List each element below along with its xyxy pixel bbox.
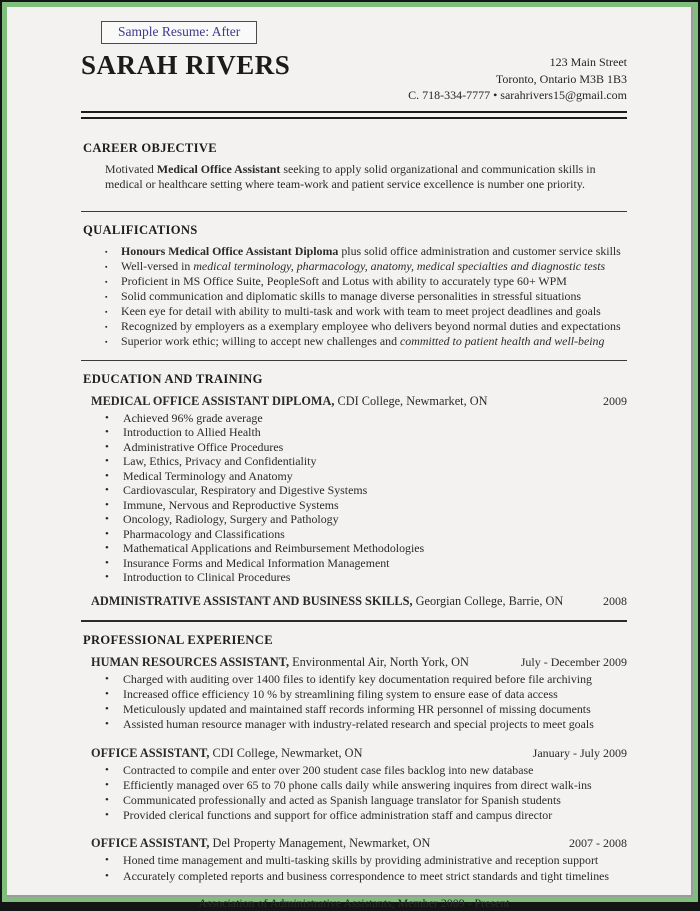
bullet-text: Law, Ethics, Privacy and Confidentiality xyxy=(123,454,317,469)
bullet-text: Provided clerical functions and support for office administration staff and campus director xyxy=(123,808,553,823)
entry-title: OFFICE ASSISTANT, xyxy=(91,836,210,851)
bullet-list xyxy=(91,672,627,733)
bullet-item xyxy=(81,259,627,274)
bullet-item xyxy=(91,853,627,868)
entry-date: 2007 - 2008 xyxy=(569,836,627,851)
bullet-item xyxy=(91,808,627,823)
bullet-text xyxy=(121,259,605,273)
bullet-item xyxy=(91,512,627,527)
bullet-icon: • xyxy=(105,718,109,731)
contact-phone-email: C. 718-334-7777 • sarahrivers15@gmail.com xyxy=(408,88,627,102)
bullet-item xyxy=(91,763,627,778)
bullet-item xyxy=(91,440,627,455)
entry-subtitle: Del Property Management, Newmarket, ON xyxy=(209,836,431,851)
bullet-item xyxy=(91,527,627,542)
bullet-text xyxy=(121,289,581,303)
text-segment: Solid communication and diplomatic skills to manage diverse personalities in stressful situations xyxy=(121,288,582,303)
text-segment: Superior work ethic; willing to accept new challenges and xyxy=(121,333,401,348)
bullet-item xyxy=(91,778,627,793)
bullet-icon: • xyxy=(105,571,109,584)
header xyxy=(81,44,627,104)
bullet-item xyxy=(91,556,627,571)
entry-education-1 xyxy=(91,593,627,609)
entry-date: July - December 2009 xyxy=(520,654,627,669)
section-education xyxy=(81,360,627,609)
text-segment: Motivated xyxy=(105,161,157,176)
text-segment: seeking to apply solid organizational and communication skills in medical or healthcare setting where team-work and patient service excellence is number one priority. xyxy=(105,161,596,192)
entry-experience-2 xyxy=(91,835,627,883)
entry-title: HUMAN RESOURCES ASSISTANT, xyxy=(91,654,290,669)
bullet-icon: ▪ xyxy=(105,307,108,316)
bullet-icon: • xyxy=(105,778,109,791)
text-segment: Well-versed in xyxy=(121,258,194,273)
bullet-icon: • xyxy=(105,527,109,540)
bullet-text: Insurance Forms and Medical Information Management xyxy=(123,555,390,570)
bullet-item xyxy=(81,244,627,259)
bullet-text: Accurately completed reports and business correspondence to meet strict standards and tight timelines xyxy=(123,868,610,883)
bullet-item xyxy=(91,702,627,717)
text-segment: Recognized by employers as a exemplary employee who delivers beyond normal duties and expectations xyxy=(121,318,621,333)
resume-sections xyxy=(81,130,627,884)
section-objective xyxy=(81,130,627,193)
bullet-icon: • xyxy=(105,498,109,511)
bullet-list xyxy=(91,763,627,824)
entry-header xyxy=(91,654,627,670)
bullet-text: Mathematical Applications and Reimbursement Methodologies xyxy=(123,541,425,556)
bullet-icon: • xyxy=(105,411,109,424)
entry-education-0 xyxy=(91,393,627,585)
resume-page xyxy=(7,7,693,910)
bullet-icon: ▪ xyxy=(105,292,108,301)
bullet-item xyxy=(91,411,627,426)
section-heading-qualifications: QUALIFICATIONS xyxy=(83,222,198,237)
section-heading-objective: CAREER OBJECTIVE xyxy=(83,140,217,155)
candidate-name: SARAH RIVERS xyxy=(81,50,291,80)
bullet-icon: • xyxy=(105,809,109,822)
bullet-text: Meticulously updated and maintained staff records informing HR personnel of missing documents xyxy=(123,702,591,717)
bullet-text xyxy=(121,334,604,348)
text-segment: Proficient in MS Office Suite, PeopleSoft and Lotus with ability to accurately type 60+ WPM xyxy=(121,273,567,288)
bullet-text: Medical Terminology and Anatomy xyxy=(123,468,293,483)
bullet-item xyxy=(91,454,627,469)
section-experience xyxy=(81,620,627,884)
bullet-item xyxy=(91,498,627,513)
bullet-icon: • xyxy=(105,672,109,685)
bullet-text xyxy=(121,304,601,318)
entry-subtitle: CDI College, Newmarket, ON xyxy=(334,393,488,408)
bullet-icon: • xyxy=(105,455,109,468)
bullet-text: Immune, Nervous and Reproductive Systems xyxy=(123,497,339,512)
bullet-item xyxy=(81,334,627,349)
bullet-item xyxy=(81,289,627,304)
section-qualifications xyxy=(81,211,627,349)
text-segment: medical terminology, pharmacology, anatomy, medical specialties and diagnostic tests xyxy=(193,258,606,273)
bullet-item xyxy=(91,469,627,484)
bullet-text: Pharmacology and Classifications xyxy=(123,526,285,541)
entry-date: 2008 xyxy=(603,593,627,608)
bullet-item xyxy=(91,869,627,884)
entry-header xyxy=(91,393,627,409)
objective-paragraph xyxy=(105,162,623,193)
bullet-icon: • xyxy=(105,854,109,867)
bullet-icon: • xyxy=(105,542,109,555)
bullet-icon: • xyxy=(105,793,109,806)
bullet-text xyxy=(121,244,621,258)
bullet-text: Honed time management and multi-tasking skills by providing administrative and reception support xyxy=(123,853,599,868)
contact-city: Toronto, Ontario M3B 1B3 xyxy=(495,71,627,86)
bullet-text: Efficiently managed over 65 to 70 phone calls daily while answering inquires from direct walk-ins xyxy=(123,777,592,792)
entry-experience-0 xyxy=(91,654,627,733)
entry-subtitle: Georgian College, Barrie, ON xyxy=(412,593,564,608)
entry-subtitle: Environmental Air, North York, ON xyxy=(289,654,469,669)
bullet-item xyxy=(81,304,627,319)
bullet-icon: • xyxy=(105,556,109,569)
entry-title: OFFICE ASSISTANT, xyxy=(91,745,210,760)
bullet-item xyxy=(81,274,627,289)
bullet-icon: • xyxy=(105,869,109,882)
bullet-item xyxy=(91,687,627,702)
bullet-icon: ▪ xyxy=(105,247,108,256)
bullet-icon: • xyxy=(105,484,109,497)
bullet-item xyxy=(91,793,627,808)
bullet-icon: • xyxy=(105,469,109,482)
contact-street: 123 Main Street xyxy=(549,55,627,69)
footer-membership: Association of Administrative Assistants, Member 2009 - Present xyxy=(198,895,510,910)
bullet-item xyxy=(91,541,627,556)
entry-title: ADMINISTRATIVE ASSISTANT AND BUSINESS SKILLS, xyxy=(91,593,413,608)
entry-subtitle: CDI College, Newmarket, ON xyxy=(209,745,363,760)
bullet-text: Achieved 96% grade average xyxy=(123,410,263,425)
bullet-icon: ▪ xyxy=(105,337,108,346)
bullet-text: Increased office efficiency 10 % by streamlining filing system to ensure ease of data access xyxy=(123,686,558,701)
bullet-text xyxy=(121,274,567,288)
entry-title: MEDICAL OFFICE ASSISTANT DIPLOMA, xyxy=(91,393,335,408)
bullet-text xyxy=(121,319,621,333)
bullet-icon: • xyxy=(105,440,109,453)
bullet-icon: ▪ xyxy=(105,262,108,271)
entry-header xyxy=(91,835,627,851)
bullet-text: Introduction to Clinical Procedures xyxy=(123,570,291,585)
bullet-icon: ▪ xyxy=(105,322,108,331)
bullet-item xyxy=(91,425,627,440)
bullet-text: Charged with auditing over 1400 files to identify key documentation required before file archiving xyxy=(123,671,592,686)
bullet-icon: • xyxy=(105,763,109,776)
bullet-item xyxy=(91,717,627,732)
bullet-text: Introduction to Allied Health xyxy=(123,425,261,440)
entry-experience-1 xyxy=(91,745,627,824)
sample-resume-label: Sample Resume: After xyxy=(118,24,241,39)
bullet-icon: • xyxy=(105,513,109,526)
text-segment: committed to patient health and well-being xyxy=(400,333,605,348)
entry-header xyxy=(91,593,627,609)
bullet-icon: • xyxy=(105,426,109,439)
bullet-list xyxy=(91,411,627,585)
contact-block xyxy=(408,44,627,104)
bullet-text: Oncology, Radiology, Surgery and Pathology xyxy=(123,512,339,527)
bullet-item xyxy=(91,483,627,498)
bullet-list xyxy=(81,244,627,349)
bullet-text: Communicated professionally and acted as Spanish language translator for Spanish students xyxy=(123,792,561,807)
sample-resume-label-box xyxy=(101,21,257,44)
entry-header xyxy=(91,745,627,761)
bullet-item xyxy=(91,672,627,687)
bullet-icon: • xyxy=(105,687,109,700)
bullet-text: Cardiovascular, Respiratory and Digestive Systems xyxy=(123,483,368,498)
header-divider xyxy=(81,111,627,119)
bullet-text: Contracted to compile and enter over 200 student case files backlog into new database xyxy=(123,762,534,777)
text-segment: Keen eye for detail with ability to multi-task and work with team to meet project deadlines and goals xyxy=(121,303,601,318)
bullet-text: Assisted human resource manager with industry-related research and special projects to meet goals xyxy=(123,717,594,732)
bullet-item xyxy=(91,570,627,585)
bullet-item xyxy=(81,319,627,334)
bullet-text: Administrative Office Procedures xyxy=(123,439,284,454)
section-heading-experience: PROFESSIONAL EXPERIENCE xyxy=(83,632,273,647)
bullet-list xyxy=(91,853,627,883)
text-segment: plus solid office administration and customer service skills xyxy=(338,243,621,258)
section-heading-education: EDUCATION AND TRAINING xyxy=(83,371,263,386)
bullet-icon: ▪ xyxy=(105,277,108,286)
header-left xyxy=(81,44,290,104)
text-segment: Honours Medical Office Assistant Diploma xyxy=(121,243,339,258)
bullet-icon: • xyxy=(105,703,109,716)
entry-date: January - July 2009 xyxy=(532,745,627,760)
entry-date: 2009 xyxy=(603,393,627,408)
text-segment: Medical Office Assistant xyxy=(156,161,281,176)
